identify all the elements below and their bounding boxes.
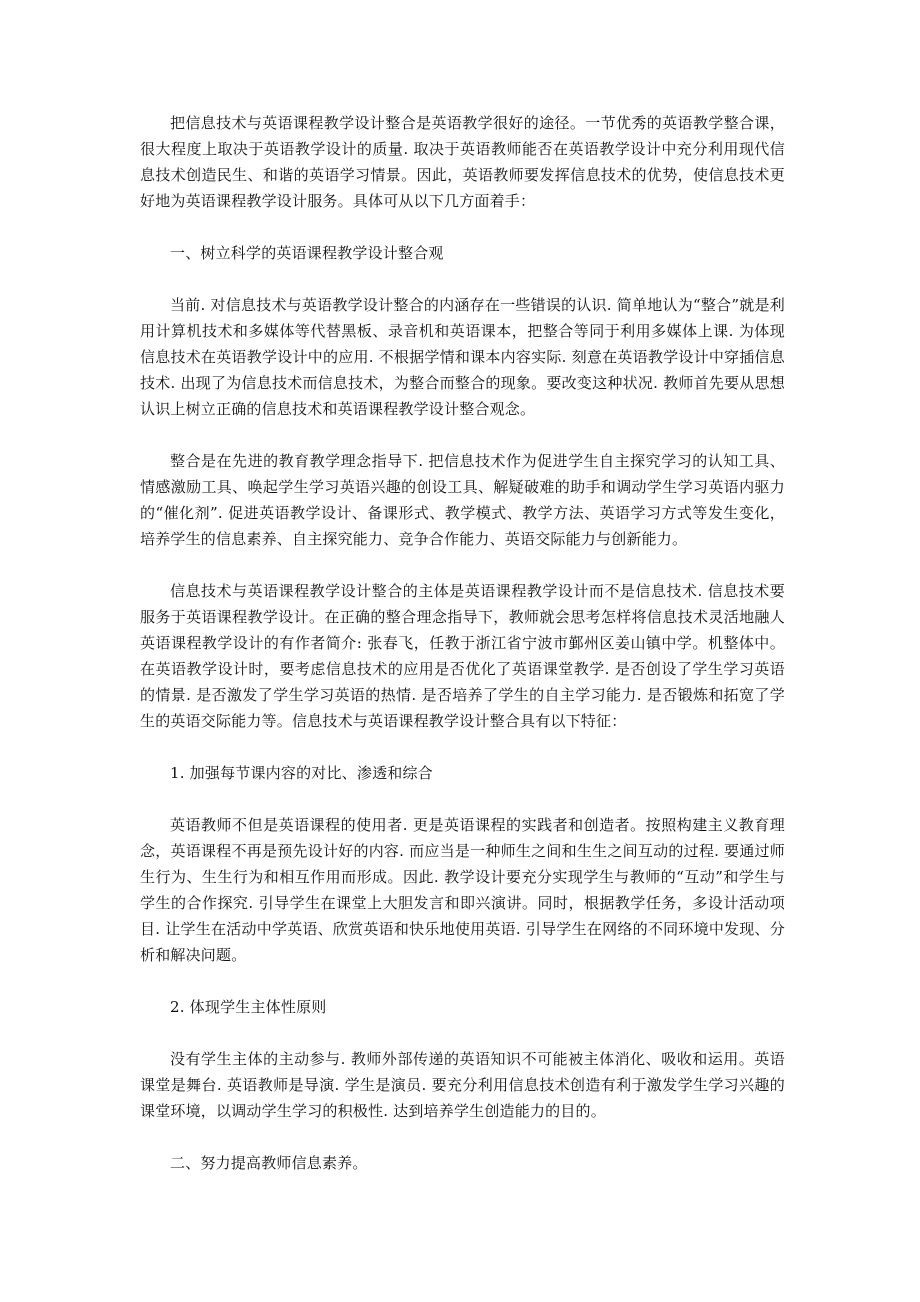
subsection-heading-1: 1. 加强每节课内容的对比、渗透和综合: [170, 764, 433, 782]
body-paragraph: 整合是在先进的教育教学理念指导下. 把信息技术作为促进学生自主探究学习的认知工具、情感激励工具、唤起学生学习英语兴趣的创设工具、解疑破难的助手和调动学生学习英语内驱力的“催化剂”. 促进英语教学设计、备课形式、教学模式、教学方法、英语学习方式等发生变化，培养学生的信息素养、自主探究能力、竞争合作能力、英语交际能力与创新能力。: [140, 452, 785, 548]
body-paragraph: 当前. 对信息技术与英语教学设计整合的内涵存在一些错误的认识. 简单地认为“整合”就是利用计算机技术和多媒体等代替黑板、录音机和英语课本，把整合等同于利用多媒体上课. 为体现信息技术在英语教学设计中的应用. 不根据学情和课本内容实际. 刻意在英语教学设计中穿插信息技术. 出现了为信息技术而信息技术，为整合而整合的现象。要改变这种状况. 教师首先要从思想认识上树立正确的信息技术和英语课程教学设计整合观念。: [140, 296, 785, 418]
section-heading-1: 一、树立科学的英语课程教学设计整合观: [170, 244, 444, 262]
body-paragraph: 没有学生主体的主动参与. 教师外部传递的英语知识不可能被主体消化、吸收和运用。英语课堂是舞台. 英语教师是导演. 学生是演员. 要充分利用信息技术创造有利于激发学生学习兴趣的课堂环境，以调动学生学习的积极性. 达到培养学生创造能力的目的。: [140, 1050, 785, 1120]
section-heading-2: 二、努力提高教师信息素养。: [170, 1154, 368, 1172]
document-page: [140, 110, 785, 1202]
body-paragraph: 信息技术与英语课程教学设计整合的主体是英语课程教学设计而不是信息技术. 信息技术要服务于英语课程教学设计。在正确的整合理念指导下，教师就会思考怎样将信息技术灵活地融人英语课程教学设计的有作者简介: 张春飞，任教于浙江省宁波市鄞州区姜山镇中学。机整体中。在英语教学设计时，要考虑信息技术的应用是否优化了英语课堂教学. 是否创设了学生学习英语的情景. 是否激发了学生学习英语的热情. 是否培养了学生的自主学习能力. 是否锻炼和拓宽了学生的英语交际能力等。信息技术与英语课程教学设计整合具有以下特征：: [140, 582, 786, 730]
body-paragraph: 英语教师不但是英语课程的使用者. 更是英语课程的实践者和创造者。按照构建主义教育理念，英语课程不再是预先设计好的内容. 而应当是一种师生之间和生生之间互动的过程. 要通过师生行为、生生行为和相互作用而形成。因此. 教学设计要充分实现学生与教师的“互动”和学生与学生的合作探究. 引导学生在课堂上大胆发言和即兴演讲。同时，根据教学任务，多设计活动项目. 让学生在活动中学英语、欣赏英语和快乐地使用英语. 引导学生在网络的不同环境中发现、分析和解决问题。: [140, 816, 785, 964]
subsection-heading-2: 2. 体现学生主体性原则: [170, 998, 327, 1016]
intro-paragraph: 把信息技术与英语课程教学设计整合是英语教学很好的途径。一节优秀的英语教学整合课，很大程度上取决于英语教学设计的质量. 取决于英语教师能否在英语教学设计中充分利用现代信息技术创造民生、和谐的英语学习情景。因此，英语教师要发挥信息技术的优势，使信息技术更好地为英语课程教学设计服务。具体可从以下几方面着手：: [140, 114, 785, 210]
